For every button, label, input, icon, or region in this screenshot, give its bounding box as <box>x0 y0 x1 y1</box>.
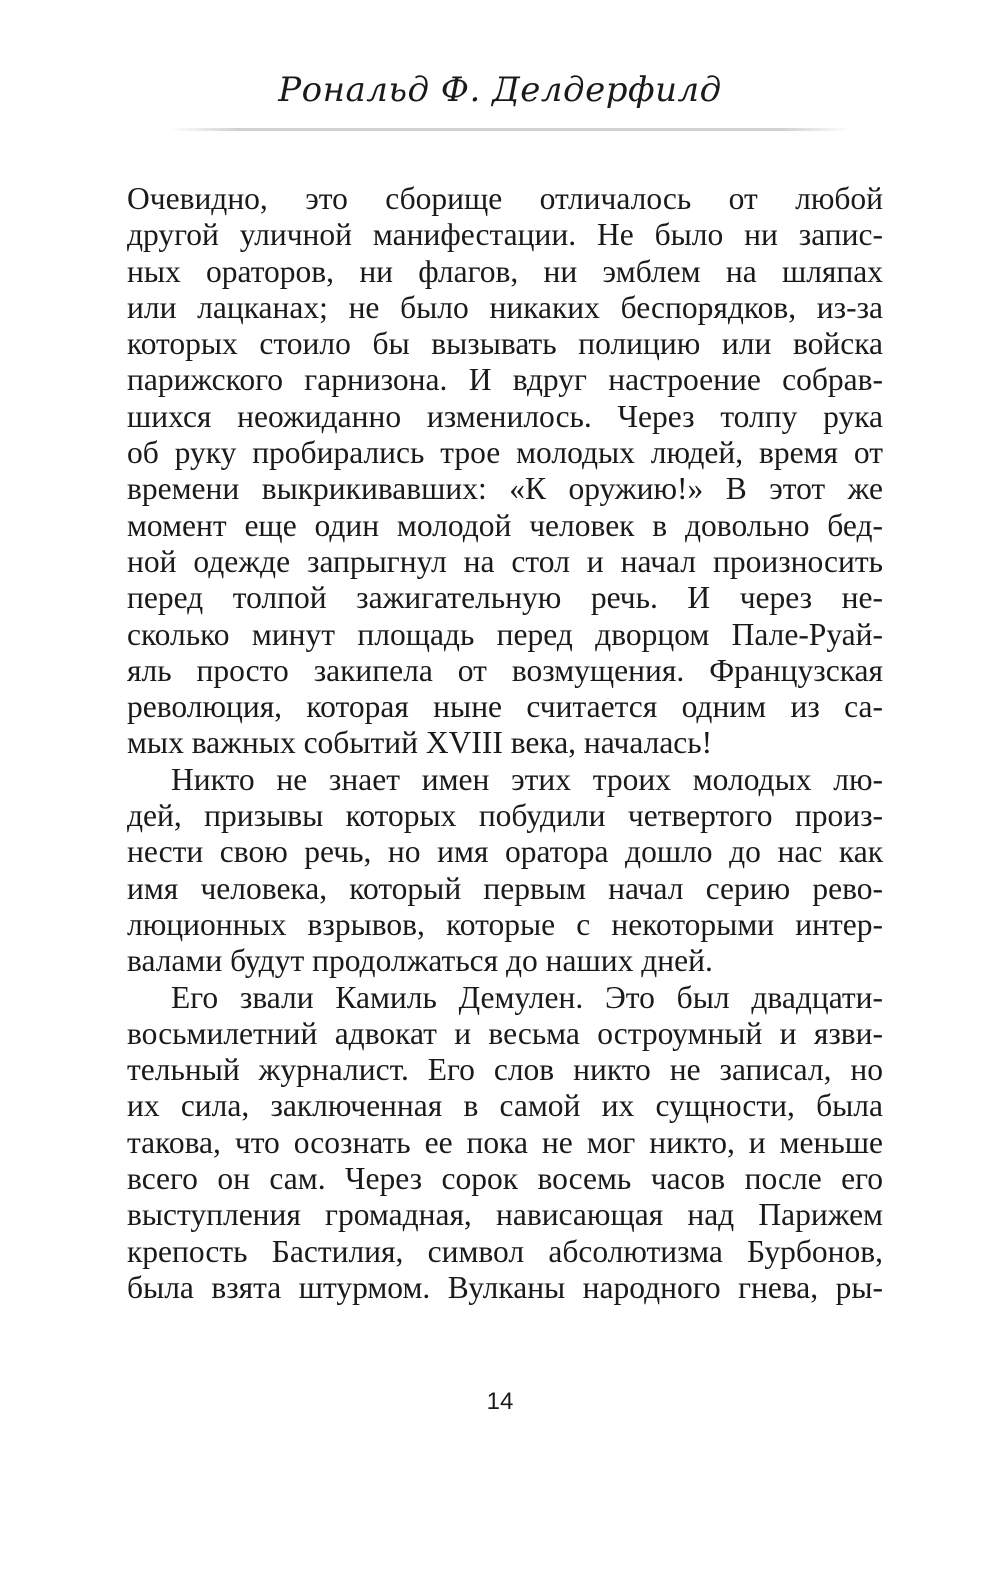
text-line: революция, которая ныне считается одним из са- <box>127 689 883 725</box>
paragraph-1 <box>127 181 883 762</box>
text-line: или лацканах; не было никаких беспорядков, из-за <box>127 289 883 325</box>
text-line: люционных взрывов, которые с некоторыми интер- <box>127 906 883 942</box>
text-line: Очевидно, это сборище отличалось от любой <box>127 181 883 216</box>
text-line: тельный журналист. Его слов никто не записал, но <box>127 1052 883 1088</box>
text-line: дей, призывы которых побудили четвертого произ- <box>127 798 883 834</box>
text-line: ных ораторов, ни флагов, ни эмблем на шляпах <box>127 253 883 289</box>
text-line: имя человека, который первым начал серию рево- <box>127 870 883 906</box>
text-line: восьмилетний адвокат и весьма остроумный и язви- <box>127 1015 883 1051</box>
text-line: Никто не знает имен этих троих молодых лю- <box>171 761 883 797</box>
text-line: валами будут продолжаться до наших дней. <box>127 943 713 979</box>
text-line: времени выкрикивавших: «К оружию!» В этот же <box>127 471 883 507</box>
text-line: которых стоило бы вызывать полицию или войска <box>127 326 883 362</box>
text-line: выступления громадная, нависающая над Парижем <box>127 1197 883 1233</box>
paragraph-3 <box>127 980 883 1307</box>
text-line: шихся неожиданно изменилось. Через толпу рука <box>127 398 883 434</box>
text-line: яль просто закипела от возмущения. Французская <box>127 652 883 688</box>
text-line: нести свою речь, но имя оратора дошло до нас как <box>127 834 883 870</box>
text-line: ной одежде запрыгнул на стол и начал произносить <box>127 543 883 579</box>
page-number: 14 <box>486 1388 514 1415</box>
text-line: об руку пробирались трое молодых людей, время от <box>127 435 883 471</box>
text-line: перед толпой зажигательную речь. И через не- <box>127 580 883 616</box>
text-line: такова, что осознать ее пока не мог никто, и меньше <box>127 1124 883 1160</box>
text-line: парижского гарнизона. И вдруг настроение собрав- <box>127 362 883 398</box>
text-line: их сила, заключенная в самой их сущности, была <box>127 1088 883 1124</box>
text-line: Его звали Камиль Демулен. Это был двадцати- <box>171 979 883 1015</box>
text-line: была взята штурмом. Вулканы народного гнева, ры- <box>127 1269 883 1305</box>
header-divider <box>170 128 850 131</box>
text-line: сколько минут площадь перед дворцом Пале-Руай- <box>127 616 883 652</box>
text-line: другой уличной манифестации. Не было ни запис- <box>127 217 883 253</box>
text-line: всего он сам. Через сорок восемь часов после его <box>127 1161 883 1197</box>
text-line: момент еще один молодой человек в довольно бед- <box>127 507 883 543</box>
text-line: мых важных событий XVIII века, началась! <box>127 725 713 761</box>
text-line: крепость Бастилия, символ абсолютизма Бурбонов, <box>127 1233 883 1269</box>
paragraph-2 <box>127 762 883 980</box>
body-text <box>127 181 883 1306</box>
running-header-author: Рональд Ф. Делдерфилд <box>278 70 722 110</box>
